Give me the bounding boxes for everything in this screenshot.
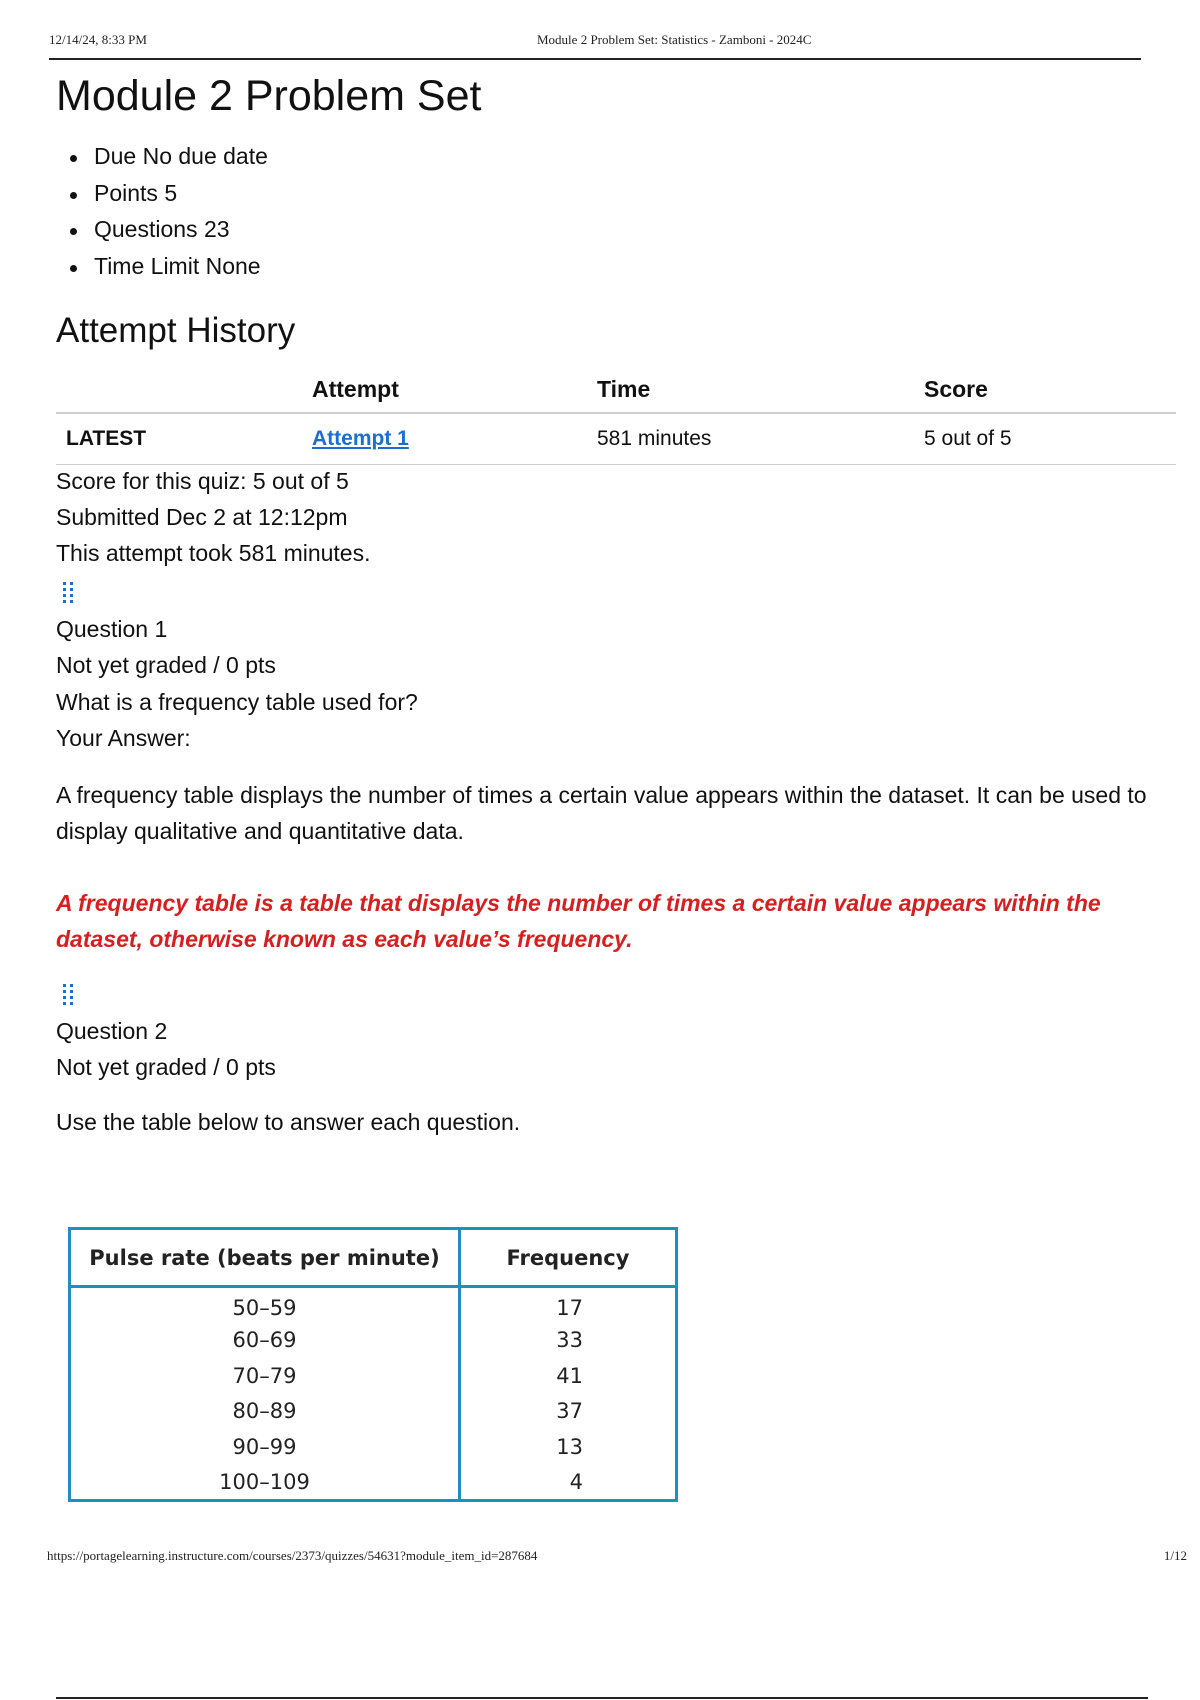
latest-label: LATEST: [66, 427, 147, 450]
page-title: Module 2 Problem Set: [56, 72, 482, 120]
frequency-cell: 41: [460, 1358, 677, 1394]
question-1-title: Question 1: [56, 616, 168, 642]
attempt-1-link[interactable]: Attempt 1: [312, 427, 409, 450]
pulse-range-cell: 70–79: [70, 1358, 460, 1394]
pulse-rate-frequency-table: [68, 1227, 678, 1502]
header-score: Score: [924, 376, 988, 402]
attempt-history-header: [56, 367, 1176, 414]
question-1-prompt: What is a frequency table used for?: [56, 689, 418, 715]
footer-page-number: 1/12: [1163, 1548, 1187, 1563]
attempt-history-title: Attempt History: [56, 311, 296, 350]
table-row: [70, 1287, 677, 1323]
question-2-status: Not yet graded / 0 pts: [56, 1054, 276, 1080]
print-datetime: 12/14/24, 8:33 PM: [49, 32, 147, 47]
question-1-answer: A frequency table displays the number of times a certain value appears within the dataset. It can be used to display qualitative and quantitative data.: [56, 782, 1147, 844]
question-2-prompt: Use the table below to answer each question.: [56, 1109, 521, 1135]
detail-points: Points 5: [56, 175, 268, 212]
pulse-range-cell: 100–109: [70, 1465, 460, 1501]
frequency-cell: 33: [460, 1322, 677, 1358]
table-row: [70, 1358, 677, 1394]
question-1-correct-answer: A frequency table is a table that displays the number of times a certain value appears within the dataset, otherwise known as each value’s frequency.: [56, 890, 1101, 952]
print-document-title: Module 2 Problem Set: Statistics - Zamboni - 2024C: [537, 32, 812, 47]
footer-url: https://portagelearning.instructure.com/courses/2373/quizzes/54631?module_item_id=287684: [47, 1548, 538, 1563]
attempt-time: 581 minutes: [597, 427, 712, 450]
table-row: [70, 1393, 677, 1429]
table-header-row: [70, 1229, 677, 1287]
table-row: [56, 414, 1176, 465]
bottom-divider: [56, 1697, 1148, 1699]
frequency-cell: 37: [460, 1393, 677, 1429]
frequency-cell: 17: [460, 1287, 677, 1323]
table-row: [70, 1429, 677, 1465]
table-row: [70, 1322, 677, 1358]
question-2-title: Question 2: [56, 1018, 168, 1044]
quiz-score: Score for this quiz: 5 out of 5: [56, 468, 349, 494]
frequency-cell: 13: [460, 1429, 677, 1465]
header-frequency: Frequency: [460, 1229, 677, 1287]
attempt-history-table: [56, 367, 1176, 465]
pulse-range-cell: 90–99: [70, 1429, 460, 1465]
table-row: [70, 1465, 677, 1501]
header-pulse-rate: Pulse rate (beats per minute): [70, 1229, 460, 1287]
attempt-duration: This attempt took 581 minutes.: [56, 540, 371, 566]
detail-due: Due No due date: [56, 138, 268, 175]
print-header: [49, 30, 1141, 60]
header-time: Time: [597, 376, 651, 402]
frequency-cell: 4: [460, 1465, 677, 1501]
detail-time-limit: Time Limit None: [56, 248, 268, 285]
question-1-status: Not yet graded / 0 pts: [56, 652, 276, 678]
submitted-time: Submitted Dec 2 at 12:12pm: [56, 504, 348, 530]
header-attempt: Attempt: [312, 376, 399, 402]
pulse-range-cell: 80–89: [70, 1393, 460, 1429]
your-answer-label: Your Answer:: [56, 725, 191, 751]
attempt-score: 5 out of 5: [924, 427, 1012, 450]
drag-handle-icon[interactable]: [61, 581, 75, 605]
drag-handle-icon[interactable]: [61, 983, 75, 1007]
pulse-range-cell: 50–59: [70, 1287, 460, 1323]
quiz-details-list: [56, 138, 268, 284]
pulse-range-cell: 60–69: [70, 1322, 460, 1358]
detail-questions: Questions 23: [56, 211, 268, 248]
